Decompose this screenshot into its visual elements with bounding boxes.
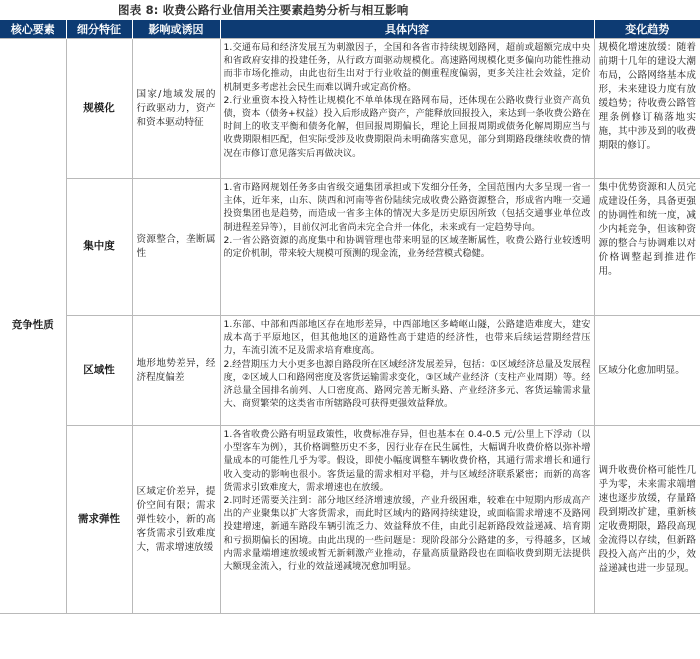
feature-cell: 规模化 [66,39,132,179]
content-paragraph: 2.同时还需要关注到：部分地区经济增速放缓，产业升级困难，较难在中短期内形成高产出的产业聚集以扩大客货需求，而此时区域内的路网持续建设，或面临需求增速不及路网投建增速，新通车路段车辆引流乏力、效益释放不佳，由此引起新路段效益递减、培育期和亏损期偏长的困境。由此出现的一些问题是：现阶段部分公路建的多，亏得越多，区域内需求量端增速放缓或暂无新刺激产业推动，存量高质量路段也在面临收费到期无法提供大额现金流入，行业的效益递减境况愈加明显。 [223,495,591,573]
trend-cell: 规模化增速放缓：随着前期十几年的建设大潮布局，公路网络基本成形，未来建设力度有放缓趋势；待收费公路管理条例修订稿落地实施，其中涉及到的收费期限的修订。 [594,39,700,179]
content-paragraph: 1.交通布局和经济发展互为刺激因子，全国和各省市持续规划路网，超前或超额完成中央和省政府安排的投建任务，从行政方面驱动规模化。高速路网规模化更多偏向功能性推动而非市场化推动，由此也衍生出对于行业收益的侧重程度偏弱，更多关注社会效益，定价机制更多考虑社会民生而难以调升或定高价格。 [223,42,591,93]
table-row [0,39,700,179]
table-row [0,179,700,316]
trend-cell: 调升收费价格可能性几乎为零，未来需求端增速也逐步放缓，存量路段到期改扩建，重新核定收费期限，路段高现金流得以存续，但新路段投入高产出的少，效益递减也进一步显现。 [594,426,700,614]
table-row [0,316,700,426]
feature-cell: 需求弹性 [66,426,132,614]
content-paragraph: 2.行业重资本投入特性让规模化不单单体现在路网布局，还体现在公路收费行业资产高负债，资本（债务+权益）投入后形成路产资产，产能释放回报投入，来达到一条收费公路在时间上的收支平衡和债务化解，但回报周期偏长，理论上回报周期或债务化解周期应当与收费期限相匹配，但实际受涉及收费期限尚未明确落实意见，部分到期路段继续收费的情况在市修订意见落实后再做决议。 [223,94,591,159]
content-cell [220,179,594,316]
header-trend: 变化趋势 [594,20,700,39]
content-paragraph: 1.各省收费公路有明显政策性，收费标准存异，但也基本在 0.4-0.5 元/公里上下浮动（以小型客车为例），其价格调整历史不多，因行业存在民生属性，大幅调升收费价格以弥补增量成本的可能性几乎为零。假设，即使小幅度调整车辆收费价格，其通行需求增长和通行收入变动的影响也很小。客货运量的需求相对平稳，并与区域经济联系紧密；而新的高客货需求引致难度大，需求增速也在放缓。 [223,429,591,493]
factor-cell: 地形地势差异，经济程度偏差 [132,316,220,426]
content-paragraph: 1.省市路网规划任务多由省级交通集团承担或下发细分任务，全国范围内大多呈现一省一主体，近年来，山东、陕西和河南等省份陆续完成收费公路资源整合，形成省内唯一交通投资集团也是趋势，而造成一省多主体的情况大多是历史原因所致（包括交通事业单位改制进程差异等），目前仅河北省尚未完全合并一体化，未来或有一定趋势导向。 [223,182,591,233]
header-influence: 影响或诱因 [132,20,220,39]
trend-cell: 集中优势资源和人员完成建设任务，具备更强的协调性和统一度，减少内耗竞争，但该种资源的整合与协调难以对价格调整起到推进作用。 [594,179,700,316]
core-factor-cell: 竞争性质 [0,39,66,614]
table-row [0,426,700,614]
factor-cell: 资源整合，垄断属性 [132,179,220,316]
content-cell [220,316,594,426]
content-paragraph: 1.东部、中部和西部地区存在地形差异，中西部地区多崎岖山隧，公路建造难度大，建安成本高于平原地区，但其他地区的道路性高于建造的经济性，也带来后续运营期经营压力，车流引流不足及需求培育难度高。 [223,319,591,357]
header-core-factor: 核心要素 [0,20,66,39]
content-cell [220,426,594,614]
content-paragraph: 2.一省公路资源的高度集中和协调管理也带来明显的区域垄断属性，收费公路行业较透明的定价机制，带来较大规模可预测的现金流，业务经营模式稳健。 [223,234,591,260]
header-sub-feature: 细分特征 [66,20,132,39]
content-paragraph: 2.经营期压力大小更多也源自路段所在区域经济发展差异，包括：①区域经济总量及发展程度，②区域人口和路网密度及客货运输需求变化，③区域产业经济（支柱产业周期）等。经济总量全国排名前列、人口密度高、路网完善无断头路、产业经济多元、客货运输需求量大、商贸繁荣的这类省市所辖路段可获得更强效益释放。 [223,358,591,410]
feature-cell: 区域性 [66,316,132,426]
table-header-row [0,20,700,39]
trend-cell: 区域分化愈加明显。 [594,316,700,426]
credit-factor-table [0,20,700,614]
figure-caption: 图表 8: 收费公路行业信用关注要素趋势分析与相互影响 [118,3,409,17]
feature-cell: 集中度 [66,179,132,316]
factor-cell: 国家/地域发展的行政驱动力，资产和资本驱动特征 [132,39,220,179]
factor-cell: 区域定价差异，提价空间有限；需求弹性较小，新的高客货需求引致难度大，需求增速放缓 [132,426,220,614]
content-cell [220,39,594,179]
header-content: 具体内容 [220,20,594,39]
